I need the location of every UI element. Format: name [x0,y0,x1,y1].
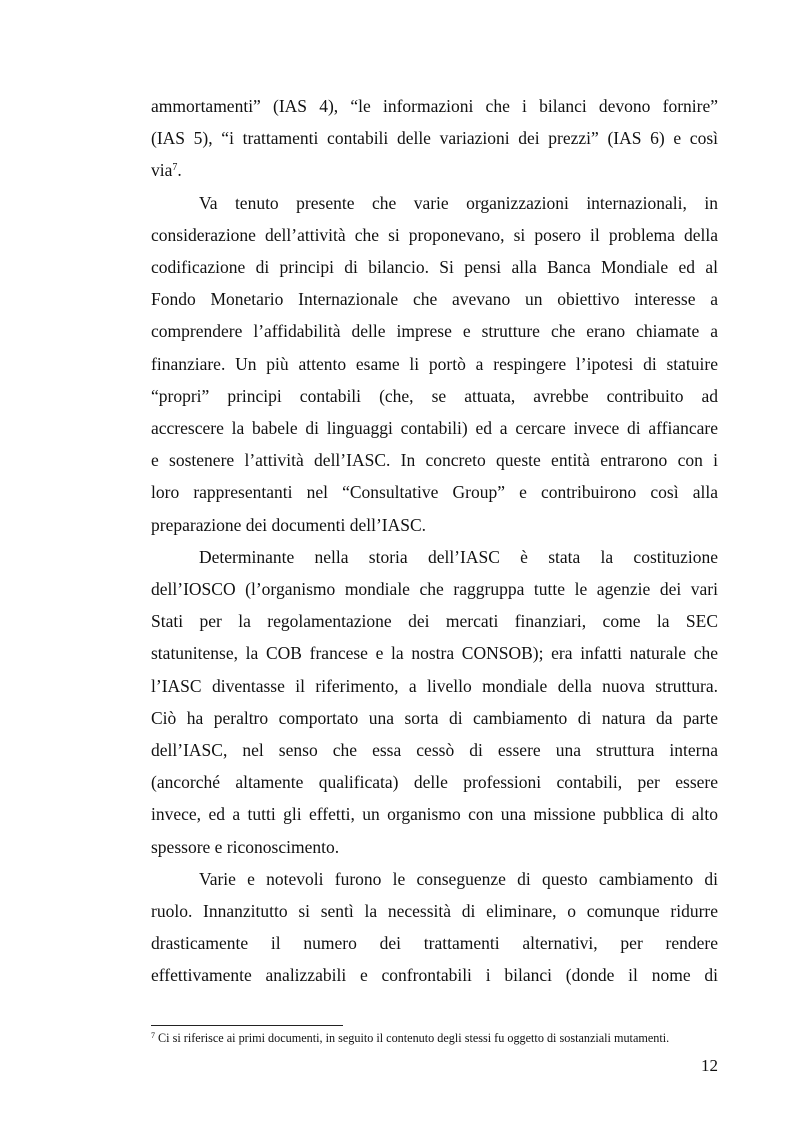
text-line: (IAS 5), “i trattamenti contabili delle variazioni dei prezzi” (IAS 6) e così [151,128,718,149]
footnote-reference: 7 [172,162,178,174]
text-line: considerazione dell’attività che si proponevano, si posero il problema della [151,224,718,245]
text-line: ruolo. Innanzitutto si sentì la necessità di eliminare, o comunque ridurre [151,901,718,922]
text-line: codificazione di principi di bilancio. Si pensi alla Banca Mondiale ed al [151,257,718,278]
text-line: l’IASC diventasse il riferimento, a livello mondiale della nuova struttura. [151,675,718,696]
text-line: ammortamenti” (IAS 4), “le informazioni che i bilanci devono fornire” [151,96,718,116]
text-line: (ancorché altamente qualificata) delle professioni contabili, per essere [151,772,718,793]
footnote-number: 7 [151,1031,155,1040]
text-line: Varie e notevoli furono le conseguenze di questo cambiamento di [199,868,718,889]
footnote [151,1031,726,1046]
body-text [151,90,718,992]
text-line: comprendere l’affidabilità delle imprese e strutture che erano chiamate a [151,321,718,342]
text-line: preparazione dei documenti dell’IASC. [151,514,427,535]
text-line: finanziare. Un più attento esame li portò a respingere l’ipotesi di statuire [151,353,718,374]
paragraph-3 [151,541,718,863]
text-line: drasticamente il numero dei trattamenti alternativi, per rendere [151,933,718,954]
paragraph-1 [151,90,718,187]
page-number: 12 [701,1056,718,1075]
text-line: Stati per la regolamentazione dei mercati finanziari, come la SEC [151,611,718,632]
text-line [151,154,718,186]
footnote-text: Ci si riferisce ai primi documenti, in seguito il contenuto degli stessi fu oggetto di sostanziali mutamenti. [158,1031,670,1045]
text-line: loro rappresentanti nel “Consultative Group” e contribuirono così alla [151,482,718,503]
text-line: accrescere la babele di linguaggi contabili) ed a cercare invece di affiancare [151,418,718,439]
text-line: e sostenere l’attività dell’IASC. In concreto queste entità entrarono con i [151,450,718,471]
paragraph-4 [151,863,718,992]
text-line: spessore e riconoscimento. [151,836,340,857]
text-line: Ciò ha peraltro comportato una sorta di cambiamento di natura da parte [151,707,718,728]
text-line: effettivamente analizzabili e confrontabili i bilanci (donde il nome di [151,965,718,986]
text-line: Determinante nella storia dell’IASC è stata la costituzione [199,546,718,567]
text-line: invece, ed a tutti gli effetti, un organismo con una missione pubblica di alto [151,804,718,825]
text-line: dell’IASC, nel senso che essa cessò di essere una struttura interna [151,740,718,761]
text-line: statunitense, la COB francese e la nostra CONSOB); era infatti naturale che [151,643,718,664]
paragraph-2 [151,187,718,541]
text-line: “propri” principi contabili (che, se attuata, avrebbe contribuito ad [151,385,718,406]
text-fragment: . [177,160,182,181]
text-fragment: via [151,160,173,181]
text-line: Va tenuto presente che varie organizzazioni internazionali, in [199,192,718,213]
text-line: Fondo Monetario Internazionale che avevano un obiettivo interesse a [151,289,718,310]
text-line: dell’IOSCO (l’organismo mondiale che raggruppa tutte le agenzie dei vari [151,579,718,600]
footnote-separator [151,1025,343,1026]
